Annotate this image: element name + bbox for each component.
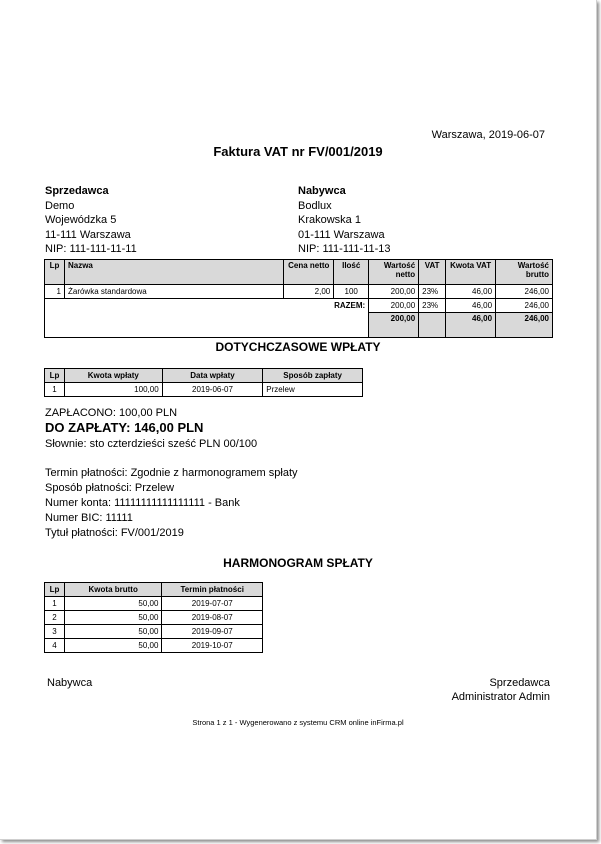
items-table — [44, 259, 553, 338]
seller-city: 11-111 Warszawa — [45, 228, 131, 241]
cell-gross-value: 246,00 — [496, 285, 553, 299]
cell-vat: 23% — [419, 285, 446, 299]
col-vat: VAT — [419, 260, 446, 285]
seller-signature-label: Sprzedawca — [489, 677, 550, 689]
items-header-row — [45, 260, 553, 285]
sched-cell-date: 2019-07-07 — [162, 597, 263, 611]
sched-col-date: Termin płatności — [162, 583, 263, 597]
payments-heading: DOTYCHCZASOWE WPŁATY — [215, 340, 381, 354]
buyer-name: Bodlux — [298, 199, 332, 212]
summary-row — [45, 299, 553, 313]
sched-cell-date: 2019-10-07 — [162, 639, 263, 653]
total-vat — [419, 313, 446, 338]
table-row — [45, 625, 263, 639]
col-gross-value: Wartość brutto — [496, 260, 553, 285]
summary-gross: 246,00 — [496, 299, 553, 313]
seller-block — [45, 184, 137, 257]
pay-cell-date: 2019-06-07 — [162, 383, 263, 397]
pay-col-date: Data wpłaty — [162, 369, 263, 383]
sched-cell-amount: 50,00 — [64, 611, 161, 625]
buyer-nip: NIP: 111-111-11-13 — [298, 243, 391, 255]
place-date: Warszawa, 2019-06-07 — [431, 129, 545, 141]
sched-col-amount: Kwota brutto — [64, 583, 161, 597]
table-row — [45, 611, 263, 625]
table-row — [45, 597, 263, 611]
page-footer: Strona 1 z 1 - Wygenerowano z systemu CRM online inFirma.pl — [192, 718, 404, 727]
seller-name: Demo — [45, 199, 75, 212]
summary-net: 200,00 — [369, 299, 419, 313]
total-gross: 246,00 — [496, 313, 553, 338]
invoice-title: Faktura VAT nr FV/001/2019 — [213, 144, 383, 159]
schedule-header-row — [45, 583, 263, 597]
sched-cell-lp: 1 — [45, 597, 65, 611]
table-row — [45, 383, 363, 397]
buyer-city: 01-111 Warszawa — [298, 228, 385, 241]
total-net: 200,00 — [369, 313, 419, 338]
buyer-street: Krakowska 1 — [298, 214, 361, 226]
sched-cell-lp: 4 — [45, 639, 65, 653]
cell-name: Żarówka standardowa — [64, 285, 283, 299]
cell-lp: 1 — [45, 285, 65, 299]
sched-cell-date: 2019-08-07 — [162, 611, 263, 625]
total-vat-amount: 46,00 — [446, 313, 496, 338]
cell-vat-amount: 46,00 — [446, 285, 496, 299]
schedule-table — [44, 582, 263, 653]
account-number: Numer konta: 11111111111111111 - Bank — [45, 497, 240, 509]
col-vat-amount: Kwota VAT — [446, 260, 496, 285]
bic-number: Numer BIC: 11111 — [45, 512, 133, 524]
sched-cell-amount: 50,00 — [64, 639, 161, 653]
pay-col-amount: Kwota wpłaty — [64, 369, 162, 383]
col-net-price: Cena netto — [284, 260, 334, 285]
seller-street: Wojewódzka 5 — [45, 214, 117, 226]
payments-table — [44, 368, 363, 397]
pay-cell-lp: 1 — [45, 383, 65, 397]
pay-cell-amount: 100,00 — [64, 383, 162, 397]
sched-cell-lp: 3 — [45, 625, 65, 639]
table-row — [45, 285, 553, 299]
total-row — [45, 313, 553, 338]
summary-vat-amount: 46,00 — [446, 299, 496, 313]
buyer-block — [298, 184, 391, 257]
summary-vat: 23% — [419, 299, 446, 313]
amount-in-words: Słownie: sto czterdzieści sześć PLN 00/100 — [45, 438, 258, 450]
sched-cell-amount: 50,00 — [64, 597, 161, 611]
buyer-heading: Nabywca — [298, 185, 346, 197]
pay-col-method: Sposób zapłaty — [263, 369, 363, 383]
pay-col-lp: Lp — [45, 369, 65, 383]
sched-cell-date: 2019-09-07 — [162, 625, 263, 639]
payment-method: Sposób płatności: Przelew — [45, 482, 175, 494]
cell-quantity: 100 — [334, 285, 369, 299]
col-lp: Lp — [45, 260, 65, 285]
col-net-value: Wartość netto — [369, 260, 419, 285]
transfer-title: Tytuł płatności: FV/001/2019 — [45, 527, 184, 539]
sched-cell-amount: 50,00 — [64, 625, 161, 639]
sched-cell-lp: 2 — [45, 611, 65, 625]
col-name: Nazwa — [64, 260, 283, 285]
sched-col-lp: Lp — [45, 583, 65, 597]
payment-term: Termin płatności: Zgodnie z harmonogramem spłaty — [45, 467, 298, 479]
seller-signatory-name: Administrator Admin — [451, 691, 550, 703]
payments-header-row — [45, 369, 363, 383]
paid-amount: ZAPŁACONO: 100,00 PLN — [45, 407, 178, 419]
amount-due: DO ZAPŁATY: 146,00 PLN — [45, 420, 204, 435]
buyer-signature-label: Nabywca — [47, 677, 93, 689]
seller-heading: Sprzedawca — [45, 185, 109, 197]
cell-net-price: 2,00 — [284, 285, 334, 299]
summary-label: RAZEM: — [45, 299, 369, 313]
col-quantity: Ilość — [334, 260, 369, 285]
seller-nip: NIP: 111-111-11-11 — [45, 243, 137, 255]
cell-net-value: 200,00 — [369, 285, 419, 299]
schedule-heading: HARMONOGRAM SPŁATY — [223, 556, 373, 570]
table-row — [45, 639, 263, 653]
pay-cell-method: Przelew — [263, 383, 363, 397]
